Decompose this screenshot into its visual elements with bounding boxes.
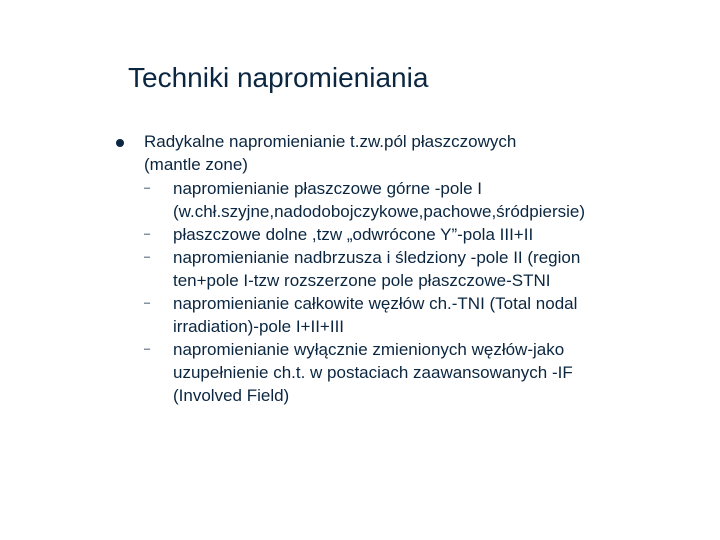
sub-bullet-line: irradiation)-pole I+II+III [173,317,345,336]
sub-bullet-line: napromienianie całkowite węzłów ch.-TNI (Total nodal [173,294,578,313]
dash-bullet-icon: – [144,297,151,309]
sub-bullet-line: napromienianie płaszczowe górne -pole I [173,179,483,198]
sub-bullet-item [144,292,704,338]
sub-bullet-line: płaszczowe dolne ,tzw „odwrócone Y”-pola III+II [173,225,534,244]
sub-bullet-list [144,177,704,407]
sub-bullet-item [144,246,704,292]
main-bullet-text [144,130,704,176]
slide-title: Techniki napromieniania [128,62,429,93]
dash-bullet-icon: – [144,251,151,263]
sub-bullet-line: napromienianie wyłącznie zmienionych węzłów-jako [173,340,565,359]
dash-bullet-icon: – [144,182,151,194]
sub-bullet-item [144,223,704,246]
sub-bullet-line: (Involved Field) [173,386,290,405]
sub-bullet-item [144,177,704,223]
main-bullet-line: (mantle zone) [144,155,248,174]
main-bullet-line: Radykalne napromienianie t.zw.pól płaszczowych [144,132,517,151]
sub-bullet-item [144,338,704,407]
sub-bullet-line: uzupełnienie ch.t. w postaciach zaawansowanych -IF [173,363,573,382]
bullet-dot-icon [116,139,124,147]
dash-bullet-icon: – [144,228,151,240]
sub-bullet-line: napromienianie nadbrzusza i śledziony -pole II (region [173,248,581,267]
dash-bullet-icon: – [144,343,151,355]
sub-bullet-line: ten+pole I-tzw rozszerzone pole płaszczowe-STNI [173,271,551,290]
sub-bullet-line: (w.chł.szyjne,nadodobojczykowe,pachowe,śródpiersie) [173,202,585,221]
